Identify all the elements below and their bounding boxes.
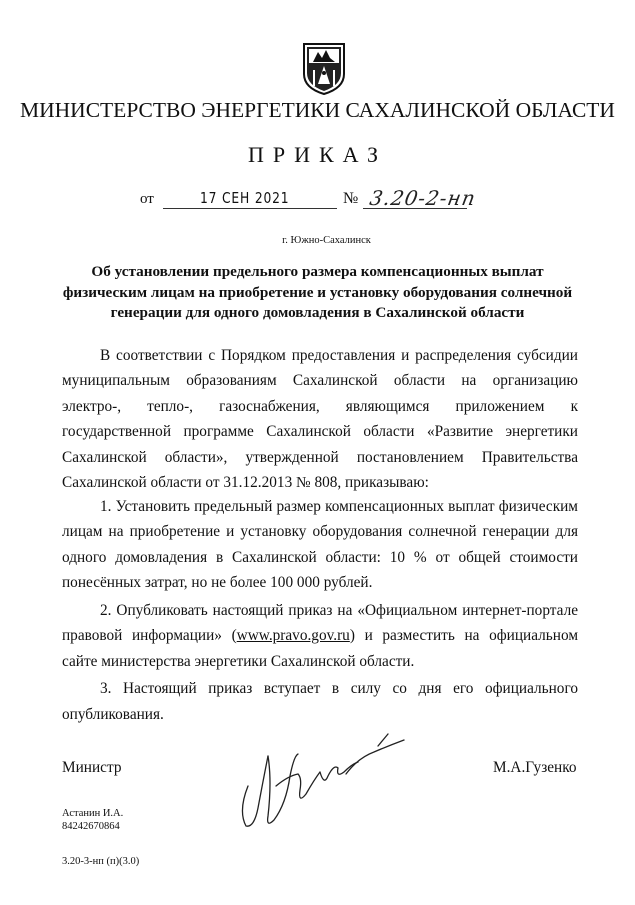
item-3-paragraph: 3. Настоящий приказ вступает в силу со дня его официального [100,680,578,697]
handwritten-signature [228,716,428,836]
signatory-position: Министр [62,759,122,776]
date-prefix: от [140,191,154,207]
document-code: 3.20-3-нп (п)(3.0) [62,856,140,867]
order-number: 3.20-2-нп [367,186,478,210]
city-label: г. Южно-Сахалинск [282,235,371,246]
executor-block [62,808,123,833]
document-type: ПРИКАЗ [247,142,388,167]
date-number-row [0,187,635,213]
pravo-link[interactable]: www.pravo.gov.ru [236,627,350,645]
intro-paragraph: В соответствии с Порядком предоставления и распределения субсидии муниципальным образованиям Сахалинской области на организацию электро-, тепло-, газоснабжения, являющимся приложением к государственной программе Сахалинской области «Развитие энергетики Сахалинской области», утвержденной постановлением Правительства Сахалинской области от 31.12.2013 № 808, приказываю: [62,347,578,492]
order-title: Об установлении предельного размера компенсационных выплат физическим лицам на приобретение и установку оборудования солнечной генерации для одного домовладения в Сахалинской области [62,263,573,321]
ministry-name: МИНИСТЕРСТВО ЭНЕРГЕТИКИ САХАЛИНСКОЙ ОБЛАСТИ [20,98,615,122]
item-2-text-start: 2. Опубликовать настоящий приказ на «Официальном интернет-портале правовой информации» ( [62,602,578,645]
item-3-continuation: опубликования. [62,706,164,723]
signatory-name: М.А.Гузенко [493,759,577,776]
coat-of-arms-icon [300,40,348,96]
executor-phone: 84242670864 [62,820,120,832]
item-1-paragraph: 1. Установить предельный размер компенсационных выплат физическим лицам на приобретение и установку оборудования солнечной генерации для одного домовладения в Сахалинской области: 10 % от общей стоимости понесённых затрат, но не более 100 000 рублей. [62,498,578,592]
date-underline [163,208,337,209]
number-prefix: № [343,190,359,207]
item-2-text-end: ) и разместить на официальном сайте министерства энергетики Сахалинской области. [62,627,578,670]
item-2-paragraph [62,598,578,674]
executor-name: Астанин И.А. [62,808,124,819]
date-stamp: 17 СЕН 2021 [200,189,290,207]
